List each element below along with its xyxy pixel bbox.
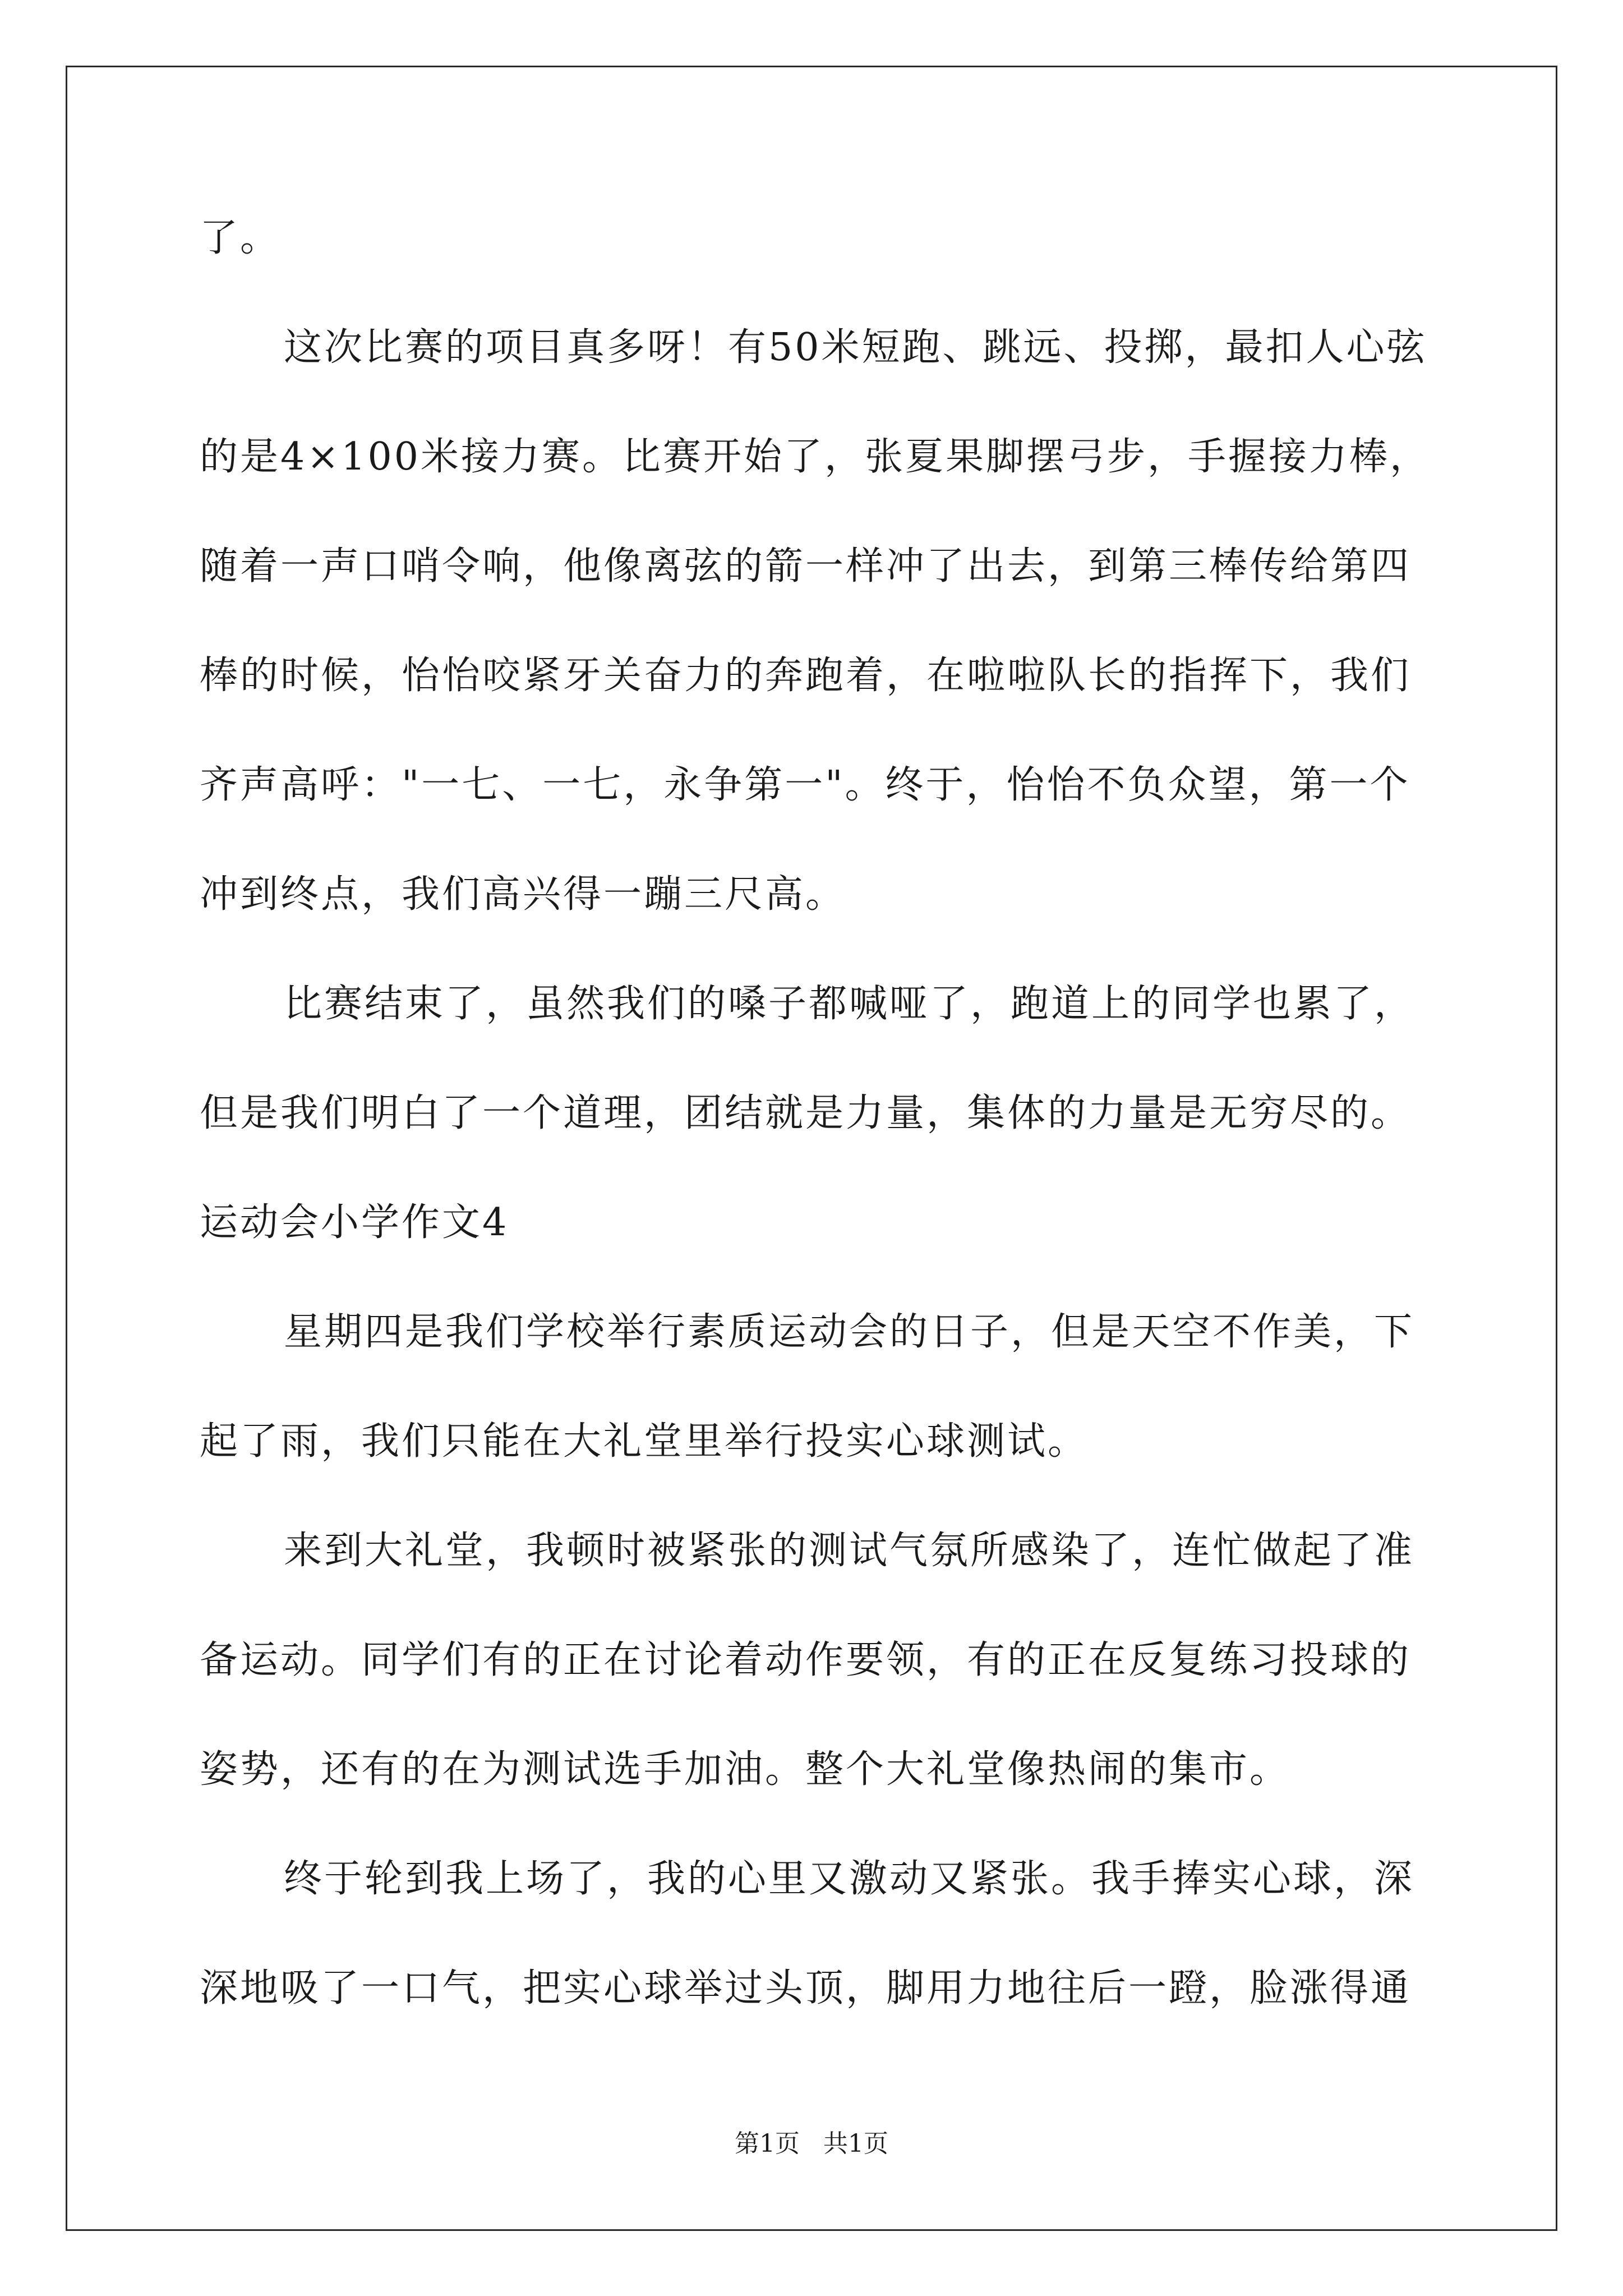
text-line: 这次比赛的项目真多呀！有50米短跑、跳远、投掷，最扣人心弦 [284, 325, 1427, 370]
text-line: 的是4×100米接力赛。比赛开始了，张夏果脚摆弓步，手握接力棒， [200, 435, 1431, 479]
text-line: 冲到终点，我们高兴得一蹦三尺高。 [200, 872, 846, 917]
document-body [200, 210, 1473, 2070]
page-footer: 第1页 共1页 [735, 2129, 888, 2158]
text-line: 但是我们明白了一个道理，团结就是力量，集体的力量是无穷尽的。 [200, 1091, 1412, 1135]
text-line: 齐声高呼："一七、一七，永争第一"。终于，怡怡不负众望，第一个 [200, 763, 1410, 807]
text-line: 棒的时候，怡怡咬紧牙关奋力的奔跑着，在啦啦队长的指挥下，我们 [200, 654, 1412, 698]
text-line: 比赛结束了，虽然我们的嗓子都喊哑了，跑道上的同学也累了， [284, 982, 1415, 1026]
section-heading: 运动会小学作文4 [200, 1200, 509, 1245]
text-line: 姿势，还有的在为测试选手加油。整个大礼堂像热闹的集市。 [200, 1747, 1290, 1792]
text-line: 随着一声口哨令响，他像离弦的箭一样冲了出去，到第三棒传给第四 [200, 544, 1412, 588]
text-line: 备运动。同学们有的正在讨论着动作要领，有的正在反复练习投球的 [200, 1638, 1412, 1682]
text-line: 深地吸了一口气，把实心球举过头顶，脚用力地往后一蹬，脸涨得通 [200, 1966, 1412, 2010]
text-line: 星期四是我们学校举行素质运动会的日子，但是天空不作美，下 [284, 1310, 1415, 1354]
text-line: 终于轮到我上场了，我的心里又激动又紧张。我手捧实心球，深 [284, 1857, 1415, 1901]
text-line: 了。 [200, 216, 281, 260]
text-line: 来到大礼堂，我顿时被紧张的测试气氛所感染了，连忙做起了准 [284, 1529, 1415, 1573]
text-line: 起了雨，我们只能在大礼堂里举行投实心球测试。 [200, 1419, 1089, 1464]
